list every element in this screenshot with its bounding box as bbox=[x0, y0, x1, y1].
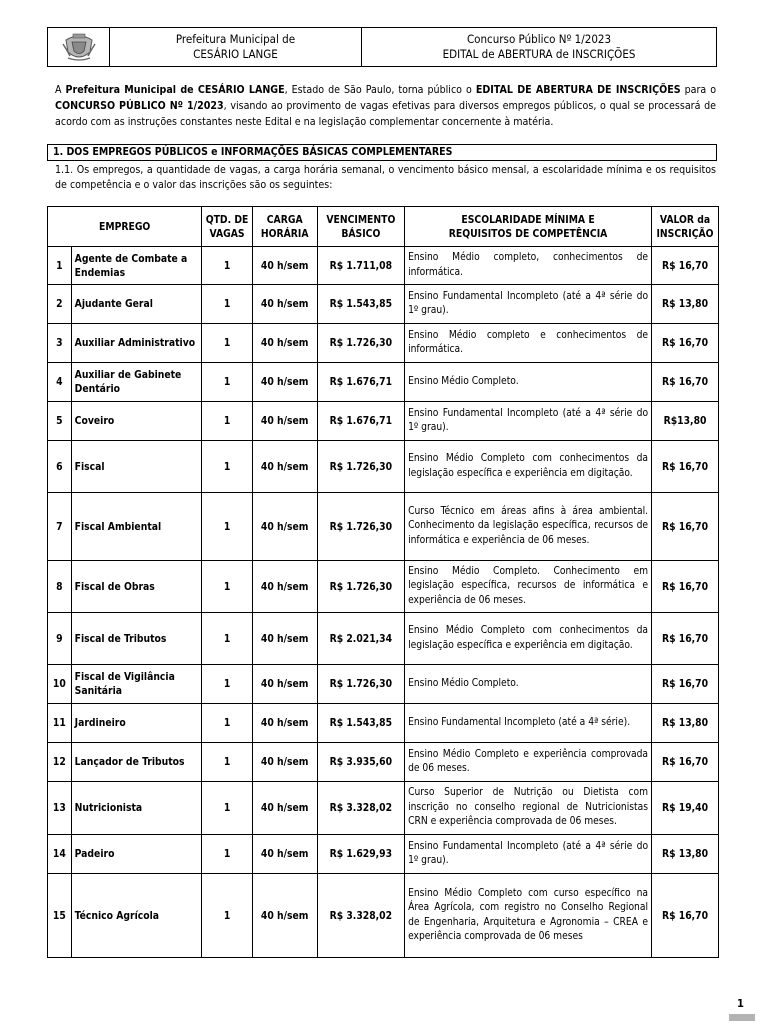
fee: R$ 16,70 bbox=[652, 874, 719, 958]
table-row bbox=[48, 782, 719, 835]
table-row bbox=[48, 493, 719, 561]
row-number: 11 bbox=[48, 704, 72, 743]
table-row bbox=[48, 704, 719, 743]
workload: 40 h/sem bbox=[252, 743, 317, 782]
row-number: 6 bbox=[48, 441, 72, 493]
workload: 40 h/sem bbox=[252, 324, 317, 363]
vacancies: 1 bbox=[202, 665, 252, 704]
job-title: Fiscal bbox=[71, 441, 202, 493]
header-emprego: EMPREGO bbox=[48, 207, 202, 247]
job-title: Auxiliar Administrativo bbox=[71, 324, 202, 363]
workload: 40 h/sem bbox=[252, 493, 317, 561]
row-number: 10 bbox=[48, 665, 72, 704]
base-salary: R$ 1.726,30 bbox=[317, 441, 404, 493]
job-title: Ajudante Geral bbox=[71, 285, 202, 324]
job-title: Fiscal Ambiental bbox=[71, 493, 202, 561]
fee: R$ 13,80 bbox=[652, 835, 719, 874]
municipality-block bbox=[110, 28, 362, 66]
fee: R$ 13,80 bbox=[652, 285, 719, 324]
table-row bbox=[48, 402, 719, 441]
vacancies: 1 bbox=[202, 561, 252, 613]
header-carga: CARGA HORÁRIA bbox=[252, 207, 317, 247]
vacancies: 1 bbox=[202, 324, 252, 363]
vacancies: 1 bbox=[202, 704, 252, 743]
row-number: 8 bbox=[48, 561, 72, 613]
job-title: Coveiro bbox=[71, 402, 202, 441]
base-salary: R$ 1.726,30 bbox=[317, 665, 404, 704]
fee: R$ 16,70 bbox=[652, 493, 719, 561]
requirements: Ensino Médio Completo com conhecimentos da legislação específica e experiência em digitação. bbox=[405, 613, 652, 665]
table-row bbox=[48, 441, 719, 493]
base-salary: R$ 1.676,71 bbox=[317, 363, 404, 402]
base-salary: R$ 3.328,02 bbox=[317, 874, 404, 958]
job-title: Fiscal de Tributos bbox=[71, 613, 202, 665]
jobs-table bbox=[47, 206, 719, 958]
workload: 40 h/sem bbox=[252, 285, 317, 324]
requirements: Ensino Médio completo, conhecimentos de informática. bbox=[405, 247, 652, 285]
job-title: Nutricionista bbox=[71, 782, 202, 835]
workload: 40 h/sem bbox=[252, 363, 317, 402]
workload: 40 h/sem bbox=[252, 441, 317, 493]
requirements: Ensino Fundamental Incompleto (até a 4ª série do 1º grau). bbox=[405, 285, 652, 324]
job-title: Fiscal de Obras bbox=[71, 561, 202, 613]
job-title: Agente de Combate a Endemias bbox=[71, 247, 202, 285]
table-row bbox=[48, 247, 719, 285]
requirements: Ensino Médio Completo. bbox=[405, 363, 652, 402]
row-number: 7 bbox=[48, 493, 72, 561]
base-salary: R$ 1.711,08 bbox=[317, 247, 404, 285]
fee: R$ 16,70 bbox=[652, 247, 719, 285]
header-qtd: QTD. DE VAGAS bbox=[202, 207, 252, 247]
requirements: Curso Superior de Nutrição ou Dietista com inscrição no conselho regional de Nutricionistas CRN e experiência comprovada de 06 meses. bbox=[405, 782, 652, 835]
base-salary: R$ 2.021,34 bbox=[317, 613, 404, 665]
requirements: Ensino Médio Completo. bbox=[405, 665, 652, 704]
fee: R$ 16,70 bbox=[652, 613, 719, 665]
base-salary: R$ 1.676,71 bbox=[317, 402, 404, 441]
requirements: Ensino Médio Completo com conhecimentos da legislação específica e experiência em digitação. bbox=[405, 441, 652, 493]
requirements: Ensino Médio Completo e experiência comprovada de 06 meses. bbox=[405, 743, 652, 782]
requirements: Ensino Médio Completo com curso específico na Área Agrícola, com registro no Conselho Regional de Engenharia, Arquitetura e Agronomia – CREA e experiência comprovada de 06 meses bbox=[405, 874, 652, 958]
contest-line2: EDITAL de ABERTURA de INSCRIÇÕES bbox=[442, 47, 636, 61]
table-row bbox=[48, 363, 719, 402]
table-row bbox=[48, 665, 719, 704]
fee: R$ 19,40 bbox=[652, 782, 719, 835]
table-row bbox=[48, 874, 719, 958]
row-number: 3 bbox=[48, 324, 72, 363]
workload: 40 h/sem bbox=[252, 782, 317, 835]
page-footer-bar bbox=[729, 1014, 755, 1021]
vacancies: 1 bbox=[202, 285, 252, 324]
row-number: 12 bbox=[48, 743, 72, 782]
workload: 40 h/sem bbox=[252, 665, 317, 704]
row-number: 5 bbox=[48, 402, 72, 441]
vacancies: 1 bbox=[202, 363, 252, 402]
requirements: Curso Técnico em áreas afins à área ambiental. Conhecimento da legislação específica, recursos de informática e experiência de 06 meses. bbox=[405, 493, 652, 561]
base-salary: R$ 3.935,60 bbox=[317, 743, 404, 782]
row-number: 4 bbox=[48, 363, 72, 402]
coat-of-arms-icon bbox=[62, 32, 96, 62]
workload: 40 h/sem bbox=[252, 874, 317, 958]
coat-of-arms-logo bbox=[48, 28, 110, 66]
fee: R$ 16,70 bbox=[652, 561, 719, 613]
row-number: 9 bbox=[48, 613, 72, 665]
table-row bbox=[48, 324, 719, 363]
workload: 40 h/sem bbox=[252, 704, 317, 743]
section-text: 1.1. Os empregos, a quantidade de vagas, a carga horária semanal, o vencimento básico mensal, a escolaridade mínima e os requisitos de competência e o valor das inscrições são os seguintes: bbox=[55, 164, 716, 191]
vacancies: 1 bbox=[202, 247, 252, 285]
requirements: Ensino Médio completo e conhecimentos de informática. bbox=[405, 324, 652, 363]
table-header-row bbox=[48, 207, 719, 247]
fee: R$ 13,80 bbox=[652, 704, 719, 743]
row-number: 15 bbox=[48, 874, 72, 958]
workload: 40 h/sem bbox=[252, 835, 317, 874]
base-salary: R$ 1.543,85 bbox=[317, 704, 404, 743]
fee: R$ 16,70 bbox=[652, 665, 719, 704]
intro-paragraph: A Prefeitura Municipal de CESÁRIO LANGE, Estado de São Paulo, torna público o EDITAL DE ABERTURA DE INSCRIÇÕES para o CONCURSO PÚBLICO Nº 1/2023, visando ao provimento de vagas efetivas para diversos empregos públicos, o qual se processará de acordo com as instruções constantes neste Edital e na legislação complementar concernente à matéria. bbox=[55, 84, 717, 128]
base-salary: R$ 3.328,02 bbox=[317, 782, 404, 835]
job-title: Auxiliar de Gabinete Dentário bbox=[71, 363, 202, 402]
vacancies: 1 bbox=[202, 613, 252, 665]
vacancies: 1 bbox=[202, 441, 252, 493]
row-number: 2 bbox=[48, 285, 72, 324]
section-title: 1. DOS EMPREGOS PÚBLICOS e INFORMAÇÕES BÁSICAS COMPLEMENTARES bbox=[47, 144, 717, 161]
table-row bbox=[48, 743, 719, 782]
table-row bbox=[48, 285, 719, 324]
base-salary: R$ 1.726,30 bbox=[317, 561, 404, 613]
job-title: Padeiro bbox=[71, 835, 202, 874]
vacancies: 1 bbox=[202, 782, 252, 835]
job-title: Jardineiro bbox=[71, 704, 202, 743]
workload: 40 h/sem bbox=[252, 402, 317, 441]
vacancies: 1 bbox=[202, 743, 252, 782]
requirements: Ensino Fundamental Incompleto (até a 4ª série do 1º grau). bbox=[405, 835, 652, 874]
header-vencimento: VENCIMENTO BÁSICO bbox=[317, 207, 404, 247]
municipality-line1: Prefeitura Municipal de bbox=[175, 32, 296, 46]
base-salary: R$ 1.726,30 bbox=[317, 493, 404, 561]
fee: R$ 16,70 bbox=[652, 743, 719, 782]
workload: 40 h/sem bbox=[252, 613, 317, 665]
requirements: Ensino Fundamental Incompleto (até a 4ª série do 1º grau). bbox=[405, 402, 652, 441]
fee: R$ 16,70 bbox=[652, 363, 719, 402]
fee: R$ 16,70 bbox=[652, 324, 719, 363]
workload: 40 h/sem bbox=[252, 247, 317, 285]
workload: 40 h/sem bbox=[252, 561, 317, 613]
job-title: Lançador de Tributos bbox=[71, 743, 202, 782]
header-escolaridade: ESCOLARIDADE MÍNIMA E REQUISITOS DE COMPETÊNCIA bbox=[405, 207, 652, 247]
table-row bbox=[48, 561, 719, 613]
fee: R$13,80 bbox=[652, 402, 719, 441]
table-row bbox=[48, 835, 719, 874]
document-header bbox=[47, 27, 717, 67]
base-salary: R$ 1.726,30 bbox=[317, 324, 404, 363]
page-number: 1 bbox=[737, 997, 744, 1010]
contest-block bbox=[362, 28, 716, 66]
vacancies: 1 bbox=[202, 874, 252, 958]
job-title: Técnico Agrícola bbox=[71, 874, 202, 958]
vacancies: 1 bbox=[202, 402, 252, 441]
municipality-line2: CESÁRIO LANGE bbox=[193, 47, 278, 61]
contest-line1: Concurso Público Nº 1/2023 bbox=[466, 32, 612, 46]
job-title: Fiscal de Vigilância Sanitária bbox=[71, 665, 202, 704]
vacancies: 1 bbox=[202, 835, 252, 874]
header-valor: VALOR da INSCRIÇÃO bbox=[652, 207, 719, 247]
row-number: 1 bbox=[48, 247, 72, 285]
requirements: Ensino Médio Completo. Conhecimento em legislação específica, recursos de informática e experiência de 06 meses. bbox=[405, 561, 652, 613]
vacancies: 1 bbox=[202, 493, 252, 561]
requirements: Ensino Fundamental Incompleto (até a 4ª série). bbox=[405, 704, 652, 743]
base-salary: R$ 1.543,85 bbox=[317, 285, 404, 324]
table-row bbox=[48, 613, 719, 665]
row-number: 14 bbox=[48, 835, 72, 874]
base-salary: R$ 1.629,93 bbox=[317, 835, 404, 874]
fee: R$ 16,70 bbox=[652, 441, 719, 493]
row-number: 13 bbox=[48, 782, 72, 835]
